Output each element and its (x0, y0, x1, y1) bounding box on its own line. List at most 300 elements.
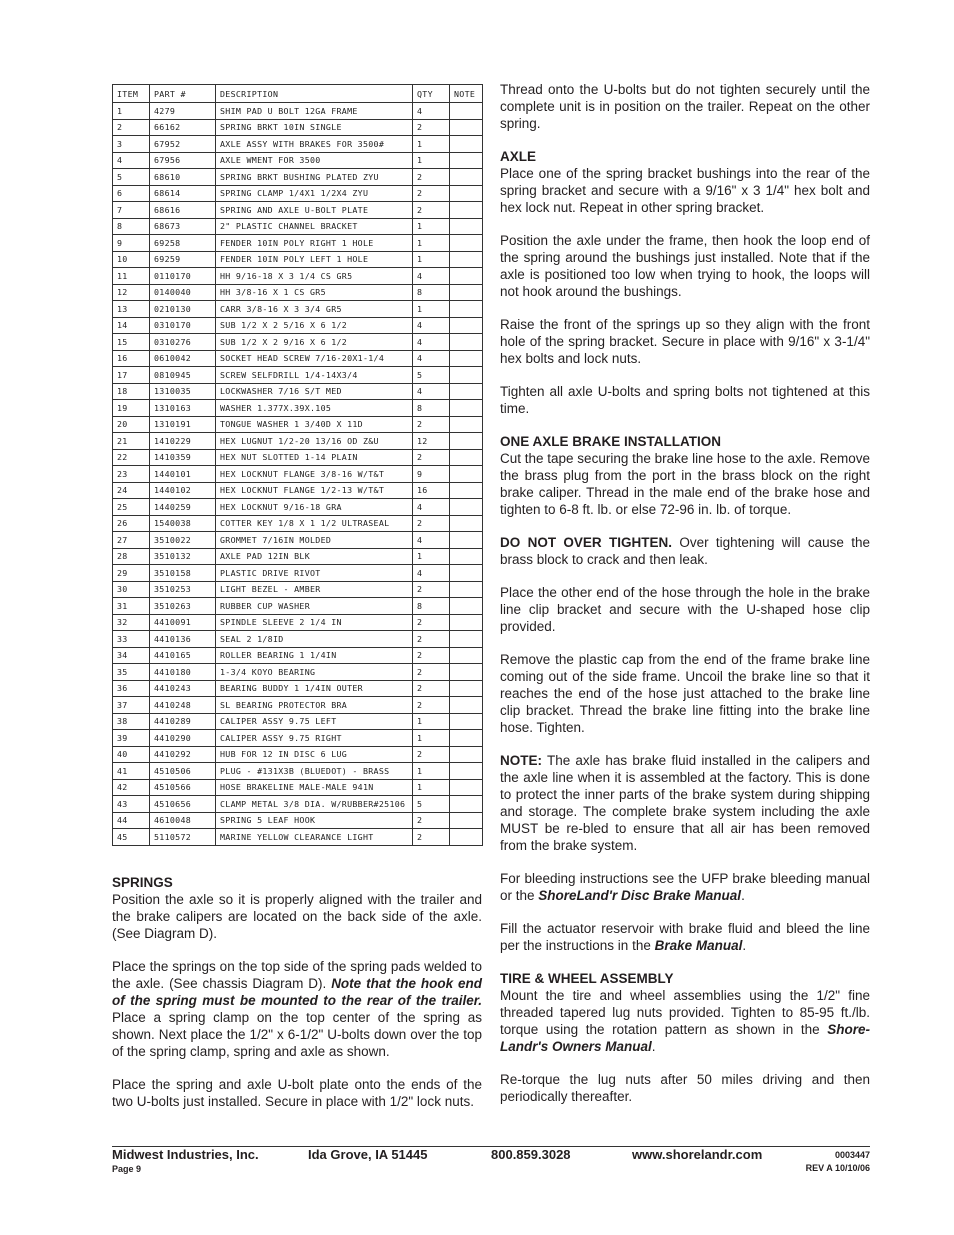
qty-cell: 1 (413, 235, 450, 252)
note-cell (450, 812, 483, 829)
table-row (113, 482, 483, 499)
part-number-cell: 1440101 (150, 466, 216, 483)
table-row (113, 202, 483, 219)
header-part-number: PART # (150, 85, 216, 103)
item-cell: 25 (113, 499, 150, 516)
table-row (113, 119, 483, 136)
table-row (113, 466, 483, 483)
qty-cell: 1 (413, 301, 450, 318)
springs-paragraph-1: Position the axle so it is properly aligned with the trailer and the brake calipers are located on the back side of the axle. (See Diagram D). (112, 892, 482, 941)
item-cell: 38 (113, 713, 150, 730)
item-cell: 39 (113, 730, 150, 747)
part-number-cell: 4410290 (150, 730, 216, 747)
tire-wheel-heading: TIRE & WHEEL ASSEMBLY (500, 971, 674, 986)
part-number-cell: 4510566 (150, 779, 216, 796)
note-cell (450, 268, 483, 285)
axle-heading: AXLE (500, 149, 537, 164)
note-text: The axle has brake fluid installed in the calipers and the axle line when it is assembled at the factory. This is done to protect the inner parts of the brake system during shipping and storage. The complete brake system including the axle MUST be re-bled to ensure that all air has been removed from the brake system. (500, 753, 870, 853)
table-row (113, 647, 483, 664)
qty-cell: 1 (413, 136, 450, 153)
note-cell (450, 548, 483, 565)
qty-cell: 2 (413, 119, 450, 136)
note-cell (450, 598, 483, 615)
part-number-cell: 0310170 (150, 317, 216, 334)
qty-cell: 2 (413, 680, 450, 697)
part-number-cell: 67952 (150, 136, 216, 153)
table-row (113, 433, 483, 450)
bleeding-text-end: . (741, 888, 745, 903)
description-cell: SUB 1/2 X 2 5/16 X 6 1/2 (216, 317, 413, 334)
item-cell: 42 (113, 779, 150, 796)
description-cell: HOSE BRAKELINE MALE-MALE 941N (216, 779, 413, 796)
table-row (113, 746, 483, 763)
part-number-cell: 4410136 (150, 631, 216, 648)
description-cell: SEAL 2 1/8ID (216, 631, 413, 648)
qty-cell: 1 (413, 218, 450, 235)
note-cell (450, 185, 483, 202)
description-cell: RUBBER CUP WASHER (216, 598, 413, 615)
note-cell (450, 515, 483, 532)
description-cell: LIGHT BEZEL - AMBER (216, 581, 413, 598)
note-cell (450, 796, 483, 813)
part-number-cell: 1540038 (150, 515, 216, 532)
table-row (113, 251, 483, 268)
do-not-over-tighten-warning: DO NOT OVER TIGHTEN. (500, 535, 672, 550)
description-cell: SPRING CLAMP 1/4X1 1/2X4 ZYU (216, 185, 413, 202)
table-row (113, 730, 483, 747)
item-cell: 10 (113, 251, 150, 268)
item-cell: 24 (113, 482, 150, 499)
qty-cell: 2 (413, 631, 450, 648)
footer-company: Midwest Industries, Inc. (112, 1147, 259, 1162)
table-row (113, 829, 483, 846)
parts-table (112, 84, 483, 846)
part-number-cell: 1310191 (150, 416, 216, 433)
qty-cell: 5 (413, 367, 450, 384)
item-cell: 40 (113, 746, 150, 763)
item-cell: 14 (113, 317, 150, 334)
fill-text: Fill the actuator reservoir with brake fluid and bleed the line per the instructions in the (500, 921, 870, 953)
item-cell: 36 (113, 680, 150, 697)
note-cell (450, 367, 483, 384)
qty-cell: 2 (413, 169, 450, 186)
part-number-cell: 1310035 (150, 383, 216, 400)
description-cell: SL BEARING PROTECTOR BRA (216, 697, 413, 714)
part-number-cell: 5110572 (150, 829, 216, 846)
qty-cell: 2 (413, 202, 450, 219)
disc-brake-manual-ref: ShoreLand'r Disc Brake Manual (538, 888, 742, 903)
description-cell: HEX LOCKNUT 9/16-18 GRA (216, 499, 413, 516)
item-cell: 31 (113, 598, 150, 615)
description-cell: HEX LUGNUT 1/2-20 13/16 OD Z&U (216, 433, 413, 450)
table-row (113, 400, 483, 417)
table-row (113, 350, 483, 367)
description-cell: SPRING AND AXLE U-BOLT PLATE (216, 202, 413, 219)
owners-manual-ref: Shore-Landr's Owners Manual (500, 1022, 870, 1054)
description-cell: SCREW SELFDRILL 1/4-14X3/4 (216, 367, 413, 384)
item-cell: 4 (113, 152, 150, 169)
qty-cell: 5 (413, 796, 450, 813)
part-number-cell: 1310163 (150, 400, 216, 417)
note-cell (450, 301, 483, 318)
description-cell: HEX LOCKNUT FLANGE 3/8-16 W/T&T (216, 466, 413, 483)
header-qty: QTY (413, 85, 450, 103)
note-label: NOTE: (500, 753, 542, 768)
item-cell: 23 (113, 466, 150, 483)
qty-cell: 8 (413, 598, 450, 615)
qty-cell: 2 (413, 697, 450, 714)
description-cell: ROLLER BEARING 1 1/4IN (216, 647, 413, 664)
qty-cell: 2 (413, 647, 450, 664)
left-column-text (112, 874, 482, 1126)
note-cell (450, 235, 483, 252)
footer-page-number: Page 9 (112, 1164, 142, 1174)
table-row (113, 317, 483, 334)
note-cell (450, 631, 483, 648)
qty-cell: 4 (413, 383, 450, 400)
table-row (113, 235, 483, 252)
item-cell: 45 (113, 829, 150, 846)
footer-doc-number: 0003447 (834, 1150, 870, 1160)
qty-cell: 2 (413, 581, 450, 598)
item-cell: 1 (113, 103, 150, 120)
fill-paragraph (500, 920, 870, 954)
qty-cell: 4 (413, 565, 450, 582)
description-cell: HH 9/16-18 X 3 1/4 CS GR5 (216, 268, 413, 285)
qty-cell: 1 (413, 763, 450, 780)
item-cell: 37 (113, 697, 150, 714)
description-cell: LOCKWASHER 7/16 S/T MED (216, 383, 413, 400)
item-cell: 5 (113, 169, 150, 186)
table-row (113, 631, 483, 648)
part-number-cell: 4410292 (150, 746, 216, 763)
description-cell: CLAMP METAL 3/8 DIA. W/RUBBER#25106 (216, 796, 413, 813)
item-cell: 34 (113, 647, 150, 664)
part-number-cell: 4410243 (150, 680, 216, 697)
item-cell: 9 (113, 235, 150, 252)
part-number-cell: 1410229 (150, 433, 216, 450)
note-cell (450, 449, 483, 466)
qty-cell: 1 (413, 251, 450, 268)
description-cell: FENDER 10IN POLY LEFT 1 HOLE (216, 251, 413, 268)
tire-text-end: . (651, 1039, 656, 1054)
part-number-cell: 4410165 (150, 647, 216, 664)
note-cell (450, 383, 483, 400)
note-cell (450, 400, 483, 417)
description-cell: CARR 3/8-16 X 3 3/4 GR5 (216, 301, 413, 318)
description-cell: SUB 1/2 X 2 9/16 X 6 1/2 (216, 334, 413, 351)
table-row (113, 185, 483, 202)
item-cell: 33 (113, 631, 150, 648)
part-number-cell: 1440102 (150, 482, 216, 499)
table-row (113, 581, 483, 598)
part-number-cell: 1440259 (150, 499, 216, 516)
item-cell: 21 (113, 433, 150, 450)
description-cell: AXLE ASSY WITH BRAKES FOR 3500# (216, 136, 413, 153)
item-cell: 26 (113, 515, 150, 532)
item-cell: 8 (113, 218, 150, 235)
item-cell: 30 (113, 581, 150, 598)
springs-p2-emphasis: Note that the hook end of the spring must be mounted to the rear of the trailer. (112, 976, 482, 1008)
item-cell: 18 (113, 383, 150, 400)
note-cell (450, 829, 483, 846)
header-description: DESCRIPTION (216, 85, 413, 103)
footer-website: www.shorelandr.com (632, 1147, 763, 1162)
item-cell: 11 (113, 268, 150, 285)
note-cell (450, 746, 483, 763)
item-cell: 35 (113, 664, 150, 681)
note-cell (450, 680, 483, 697)
qty-cell: 2 (413, 185, 450, 202)
description-cell: BEARING BUDDY 1 1/4IN OUTER (216, 680, 413, 697)
item-cell: 6 (113, 185, 150, 202)
description-cell: MARINE YELLOW CLEARANCE LIGHT (216, 829, 413, 846)
description-cell: SPINDLE SLEEVE 2 1/4 IN (216, 614, 413, 631)
item-cell: 43 (113, 796, 150, 813)
part-number-cell: 3510022 (150, 532, 216, 549)
note-cell (450, 466, 483, 483)
table-row (113, 284, 483, 301)
part-number-cell: 0610042 (150, 350, 216, 367)
item-cell: 28 (113, 548, 150, 565)
description-cell: FENDER 10IN POLY RIGHT 1 HOLE (216, 235, 413, 252)
axle-paragraph-3: Raise the front of the springs up so they align with the front hole of the spring bracket. Secure in place with 9/16" x 3-1/4" hex bolts and lock nuts. (500, 317, 870, 366)
item-cell: 41 (113, 763, 150, 780)
fill-text-end: . (742, 938, 747, 953)
item-cell: 15 (113, 334, 150, 351)
description-cell: CALIPER ASSY 9.75 RIGHT (216, 730, 413, 747)
qty-cell: 12 (413, 433, 450, 450)
brake-paragraph-2 (500, 534, 870, 568)
tire-text: Mount the tire and wheel assemblies using the 1/2" fine threaded tapered lug nuts provided. Tighten to 85-95 ft./lb. torque using the rotation pattern as shown in the (500, 988, 870, 1037)
description-cell: AXLE PAD 12IN BLK (216, 548, 413, 565)
item-cell: 44 (113, 812, 150, 829)
part-number-cell: 0310276 (150, 334, 216, 351)
part-number-cell: 4279 (150, 103, 216, 120)
note-cell (450, 614, 483, 631)
note-cell (450, 763, 483, 780)
note-cell (450, 647, 483, 664)
item-cell: 19 (113, 400, 150, 417)
description-cell: SPRING BRKT BUSHING PLATED ZYU (216, 169, 413, 186)
description-cell: SPRING 5 LEAF HOOK (216, 812, 413, 829)
table-row (113, 680, 483, 697)
part-number-cell: 4410248 (150, 697, 216, 714)
axle-paragraph-2: Position the axle under the frame, then hook the loop end of the spring around the bushings just installed. Note that if the axle is positioned too low when trying to hook, the loops will not hook around the bushings. (500, 233, 870, 299)
note-cell (450, 202, 483, 219)
qty-cell: 2 (413, 664, 450, 681)
parts-table-body (113, 103, 483, 846)
note-cell (450, 119, 483, 136)
parts-table-header (113, 85, 483, 103)
qty-cell: 1 (413, 713, 450, 730)
description-cell: 2" PLASTIC CHANNEL BRACKET (216, 218, 413, 235)
note-cell (450, 218, 483, 235)
part-number-cell: 69258 (150, 235, 216, 252)
part-number-cell: 67956 (150, 152, 216, 169)
description-cell: HEX LOCKNUT FLANGE 1/2-13 W/T&T (216, 482, 413, 499)
part-number-cell: 3510158 (150, 565, 216, 582)
description-cell: CALIPER ASSY 9.75 LEFT (216, 713, 413, 730)
header-item: ITEM (113, 85, 150, 103)
thread-paragraph: Thread onto the U-bolts but do not tighten securely until the complete unit is in position on the trailer. Repeat on the other spring. (500, 82, 870, 131)
footer-address: Ida Grove, IA 51445 (308, 1147, 428, 1162)
springs-paragraph-2 (112, 958, 482, 1060)
part-number-cell: 4610048 (150, 812, 216, 829)
note-cell (450, 317, 483, 334)
table-row (113, 169, 483, 186)
part-number-cell: 68614 (150, 185, 216, 202)
part-number-cell: 0140040 (150, 284, 216, 301)
part-number-cell: 3510263 (150, 598, 216, 615)
table-row (113, 598, 483, 615)
part-number-cell: 68616 (150, 202, 216, 219)
table-row (113, 383, 483, 400)
part-number-cell: 0210130 (150, 301, 216, 318)
brake-manual-ref: Brake Manual (654, 938, 743, 953)
note-cell (450, 416, 483, 433)
springs-p2-text-end: Place a spring clamp on the top center of the spring as shown. Next place the 1/2" x 6-1/2" U-bolts down over the top of the spring clamp, spring and axle as shown. (112, 1010, 482, 1059)
header-note: NOTE (450, 85, 483, 103)
table-row (113, 416, 483, 433)
item-cell: 27 (113, 532, 150, 549)
note-cell (450, 565, 483, 582)
description-cell: PLUG - #131X3B (BLUEDOT) - BRASS (216, 763, 413, 780)
item-cell: 17 (113, 367, 150, 384)
qty-cell: 16 (413, 482, 450, 499)
tire-wheel-paragraph (500, 987, 870, 1055)
item-cell: 22 (113, 449, 150, 466)
part-number-cell: 1410359 (150, 449, 216, 466)
table-row (113, 301, 483, 318)
note-cell (450, 532, 483, 549)
note-cell (450, 334, 483, 351)
description-cell: WASHER 1.377X.39X.105 (216, 400, 413, 417)
part-number-cell: 4410289 (150, 713, 216, 730)
description-cell: HEX NUT SLOTTED 1-14 PLAIN (216, 449, 413, 466)
table-row (113, 763, 483, 780)
item-cell: 7 (113, 202, 150, 219)
item-cell: 3 (113, 136, 150, 153)
description-cell: TONGUE WASHER 1 3/40D X 11D (216, 416, 413, 433)
footer-revision: REV A 10/10/06 (805, 1163, 870, 1173)
table-row (113, 334, 483, 351)
note-cell (450, 284, 483, 301)
table-row (113, 152, 483, 169)
description-cell: PLASTIC DRIVE RIVOT (216, 565, 413, 582)
table-row (113, 499, 483, 516)
part-number-cell: 4410091 (150, 614, 216, 631)
qty-cell: 2 (413, 829, 450, 846)
part-number-cell: 68673 (150, 218, 216, 235)
qty-cell: 4 (413, 268, 450, 285)
part-number-cell: 0110170 (150, 268, 216, 285)
note-cell (450, 152, 483, 169)
description-cell: AXLE WMENT FOR 3500 (216, 152, 413, 169)
bleeding-text: For bleeding instructions see the UFP brake bleeding manual or the (500, 871, 870, 903)
springs-paragraph-3: Place the spring and axle U-bolt plate onto the ends of the two U-bolts just installed. Secure in place with 1/2" lock nuts. (112, 1077, 482, 1109)
part-number-cell: 69259 (150, 251, 216, 268)
table-row (113, 548, 483, 565)
qty-cell: 9 (413, 466, 450, 483)
qty-cell: 2 (413, 614, 450, 631)
note-cell (450, 697, 483, 714)
brake-heading: ONE AXLE BRAKE INSTALLATION (500, 434, 721, 449)
description-cell: 1-3/4 KOYO BEARING (216, 664, 413, 681)
table-row (113, 218, 483, 235)
part-number-cell: 0810945 (150, 367, 216, 384)
qty-cell: 4 (413, 103, 450, 120)
footer-phone: 800.859.3028 (491, 1147, 571, 1162)
bleeding-paragraph (500, 870, 870, 904)
note-cell (450, 251, 483, 268)
springs-heading: SPRINGS (112, 875, 173, 890)
description-cell: SPRING BRKT 10IN SINGLE (216, 119, 413, 136)
part-number-cell: 4510506 (150, 763, 216, 780)
qty-cell: 8 (413, 284, 450, 301)
part-number-cell: 66162 (150, 119, 216, 136)
qty-cell: 4 (413, 334, 450, 351)
description-cell: SHIM PAD U BOLT 12GA FRAME (216, 103, 413, 120)
qty-cell: 2 (413, 416, 450, 433)
part-number-cell: 4410180 (150, 664, 216, 681)
note-cell (450, 730, 483, 747)
table-row (113, 103, 483, 120)
brake-p2-text: Over tightening will cause the brass block to crack and then leak. (500, 535, 870, 567)
table-row (113, 697, 483, 714)
note-cell (450, 350, 483, 367)
retorque-paragraph: Re-torque the lug nuts after 50 miles driving and then periodically thereafter. (500, 1072, 870, 1104)
note-cell (450, 433, 483, 450)
item-cell: 20 (113, 416, 150, 433)
table-row (113, 367, 483, 384)
note-cell (450, 779, 483, 796)
note-cell (450, 482, 483, 499)
part-number-cell: 68610 (150, 169, 216, 186)
note-cell (450, 136, 483, 153)
description-cell: HUB FOR 12 IN DISC 6 LUG (216, 746, 413, 763)
item-cell: 2 (113, 119, 150, 136)
axle-paragraph-1: Place one of the spring bracket bushings into the rear of the spring bracket and secure with a 9/16" x 3 1/4" hex bolt and hex lock nut. Repeat in other spring bracket. (500, 166, 870, 215)
qty-cell: 2 (413, 515, 450, 532)
item-cell: 12 (113, 284, 150, 301)
qty-cell: 2 (413, 812, 450, 829)
qty-cell: 1 (413, 779, 450, 796)
description-cell: HH 3/8-16 X 1 CS GR5 (216, 284, 413, 301)
description-cell: GROMMET 7/16IN MOLDED (216, 532, 413, 549)
note-cell (450, 581, 483, 598)
table-row (113, 449, 483, 466)
table-row (113, 713, 483, 730)
table-row (113, 812, 483, 829)
qty-cell: 8 (413, 400, 450, 417)
axle-paragraph-4: Tighten all axle U-bolts and spring bolts not tightened at this time. (500, 384, 870, 416)
qty-cell: 1 (413, 730, 450, 747)
brake-paragraph-4: Remove the plastic cap from the end of the frame brake line coming out of the side frame. Uncoil the brake line so that it reaches the end of the hose just attached to the brake line clip bracket. Thread the brake line fitting into the brake line hose. Tighten. (500, 652, 870, 735)
note-cell (450, 499, 483, 516)
note-paragraph (500, 752, 870, 854)
right-column-text (500, 81, 870, 1121)
table-row (113, 796, 483, 813)
part-number-cell: 3510253 (150, 581, 216, 598)
table-row (113, 515, 483, 532)
table-row (113, 614, 483, 631)
note-cell (450, 664, 483, 681)
table-row (113, 268, 483, 285)
note-cell (450, 103, 483, 120)
qty-cell: 1 (413, 548, 450, 565)
table-row (113, 779, 483, 796)
